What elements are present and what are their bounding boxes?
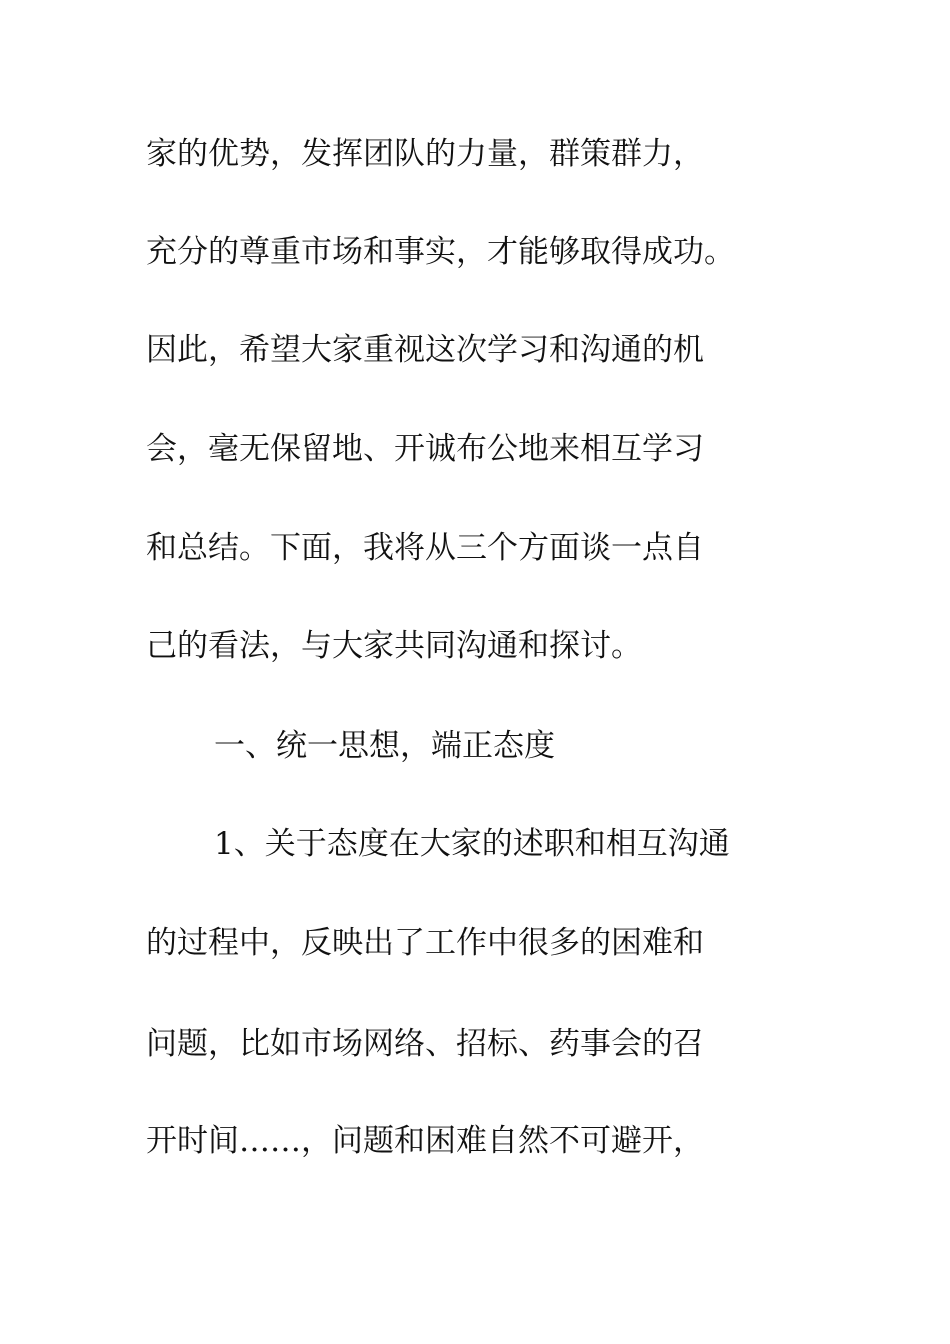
text-line-9: 的过程中，反映出了工作中很多的困难和 [146, 925, 704, 961]
text-line-6: 己的看法，与大家共同沟通和探讨。 [146, 628, 642, 664]
text-line-5: 和总结。下面，我将从三个方面谈一点自 [146, 530, 704, 566]
text-line-8: 1、关于态度在大家的述职和相互沟通 [214, 826, 730, 862]
text-line-11: 开时间……，问题和困难自然不可避开， [146, 1123, 704, 1159]
section-heading: 一、统一思想，端正态度 [214, 728, 555, 764]
text-line-3: 因此，希望大家重视这次学习和沟通的机 [146, 332, 704, 368]
text-line-1: 家的优势，发挥团队的力量，群策群力， [146, 136, 704, 172]
text-line-2: 充分的尊重市场和事实，才能够取得成功。 [146, 234, 735, 270]
text-line-4: 会，毫无保留地、开诚布公地来相互学习 [146, 431, 704, 467]
text-line-10: 问题，比如市场网络、招标、药事会的召 [146, 1026, 704, 1062]
